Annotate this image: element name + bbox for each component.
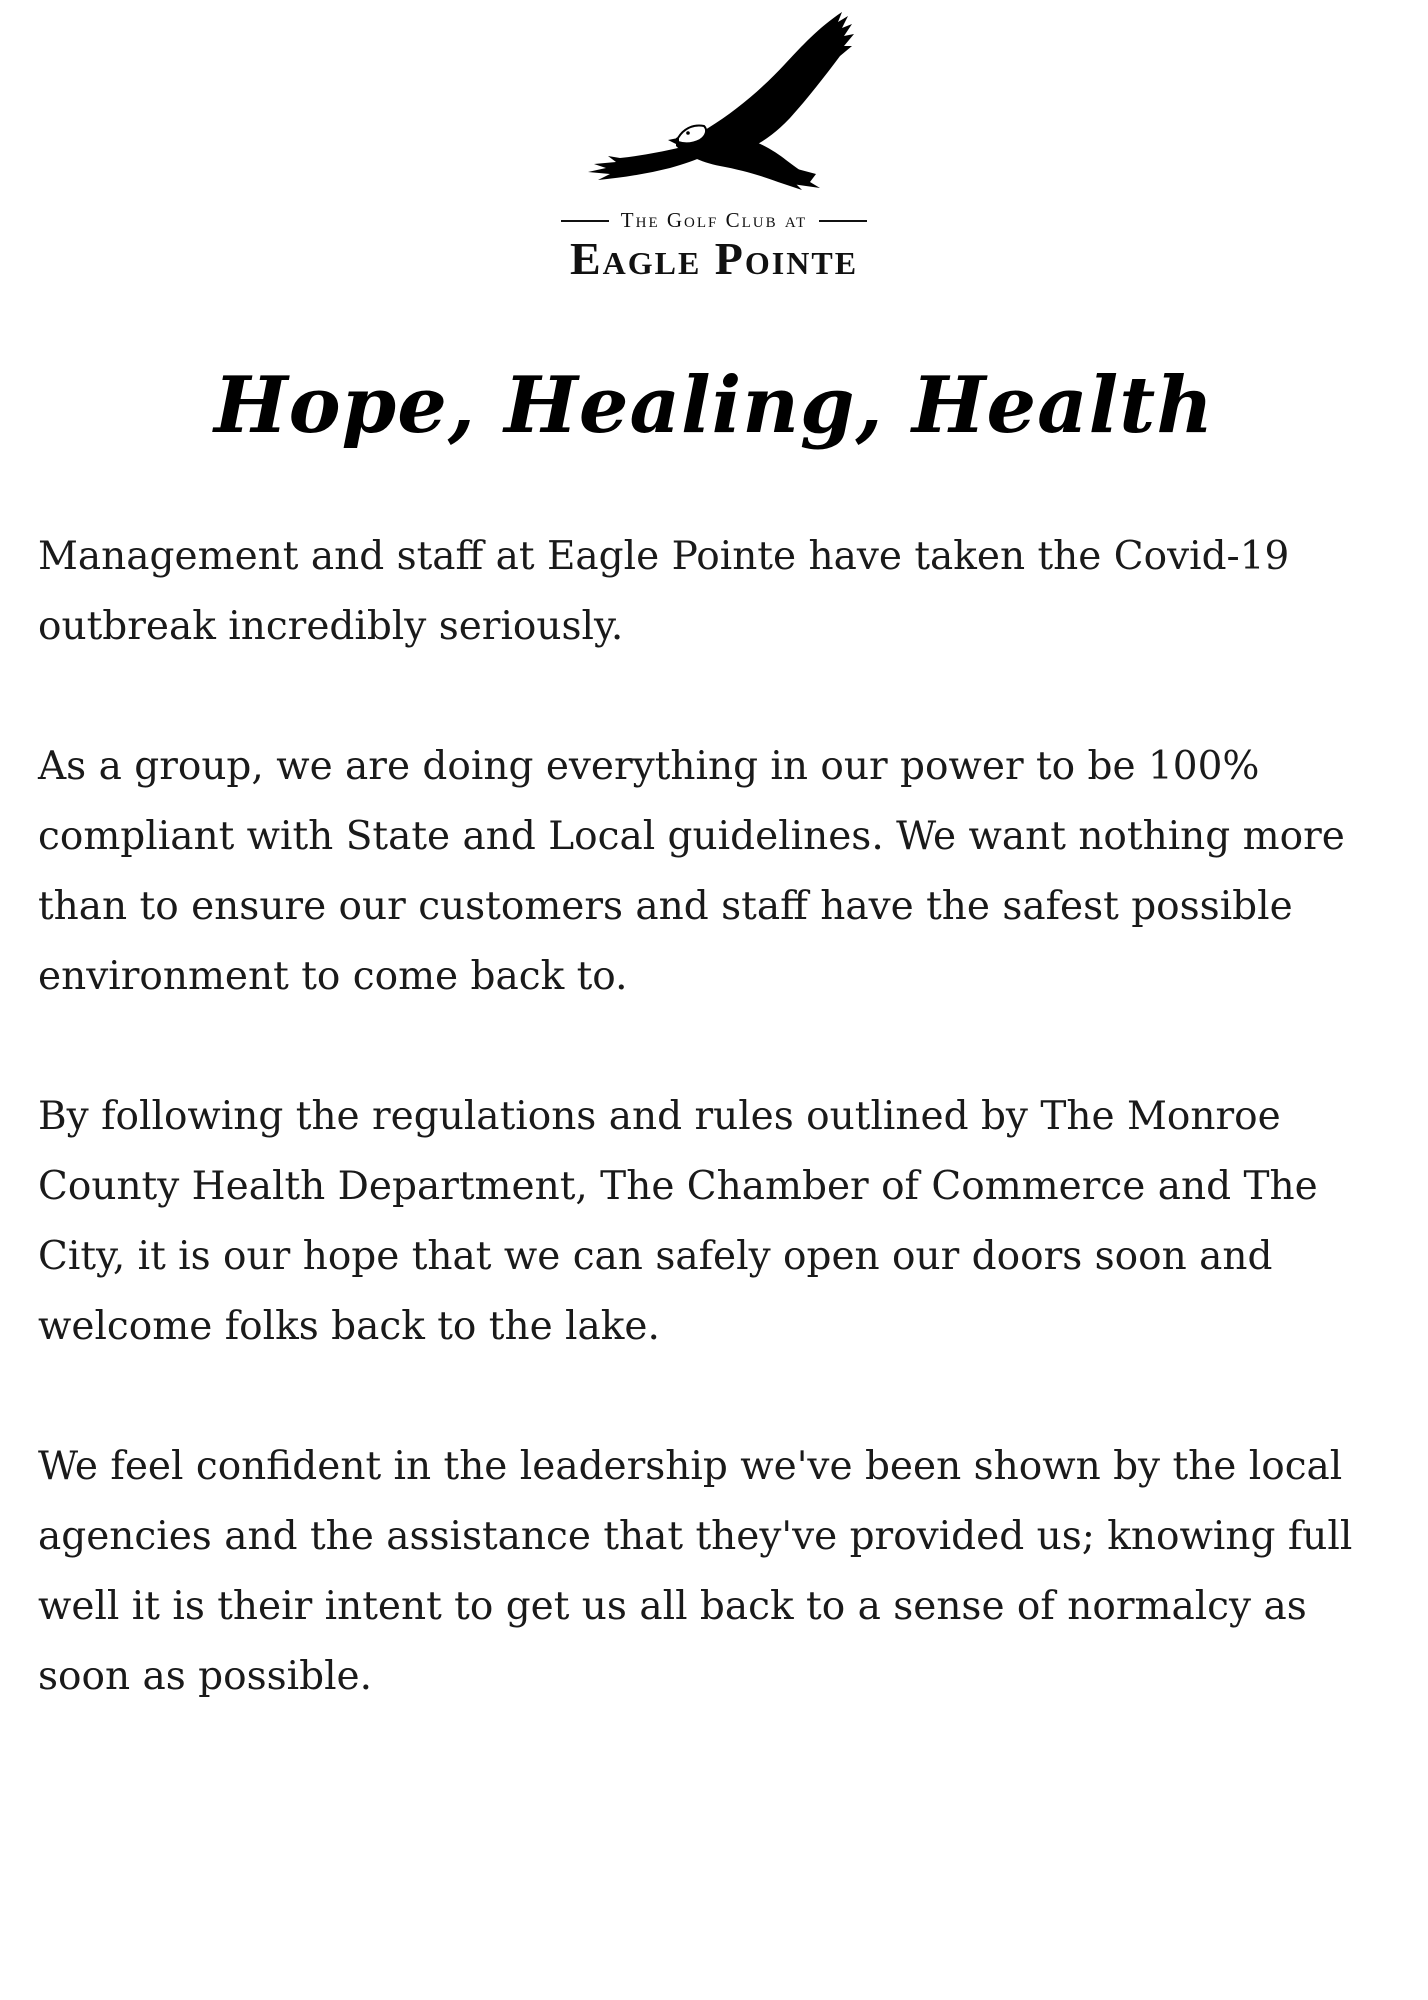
logo-subtitle-text: The Golf Club at xyxy=(620,208,808,232)
logo-rule-left xyxy=(561,220,609,222)
logo-name: Eagle Pointe xyxy=(569,233,859,284)
paragraph: By following the regulations and rules outlined by The Monroe County Health Department, The Chamber of Commerce and The City, it is our hope that we can safely open our doors soon and welcome folks back to the lake. xyxy=(38,1094,1318,1349)
paragraph: As a group, we are doing everything in our power to be 100% compliant with State and Local guidelines. We want nothing more than to ensure our customers and staff have the safest possible environment to come back to. xyxy=(38,744,1345,999)
eagle-icon xyxy=(580,6,880,196)
page-title: Hope, Healing, Health xyxy=(213,360,1215,451)
paragraph: Management and staff at Eagle Pointe have taken the Covid-19 outbreak incredibly seriously. xyxy=(38,534,1290,649)
logo-rule-right xyxy=(819,220,867,222)
body-content xyxy=(38,522,1398,1782)
logo xyxy=(0,0,1428,300)
logo-subtitle xyxy=(0,208,1428,233)
paragraph: We feel confident in the leadership we've been shown by the local agencies and the assistance that they've provided us; knowing full well it is their intent to get us all back to a sense of normalcy as soon as possible. xyxy=(38,1444,1353,1699)
